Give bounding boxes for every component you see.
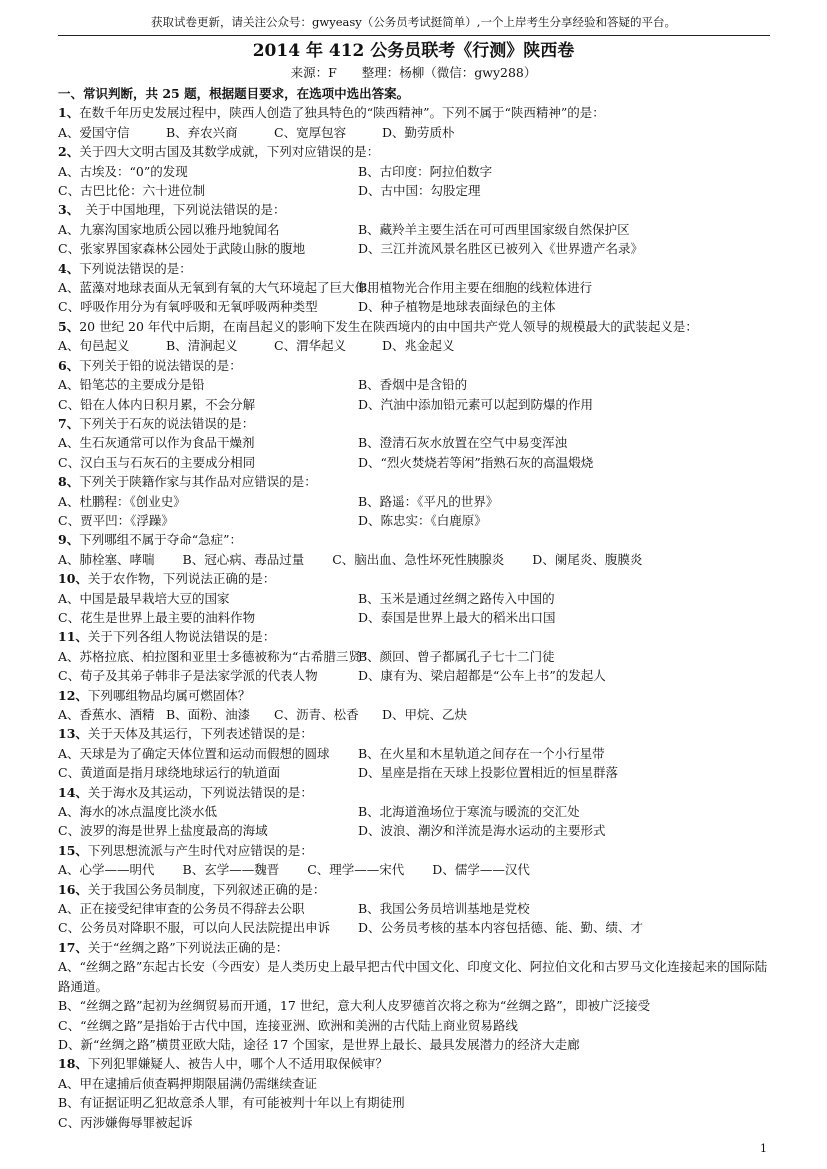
answer-option: B、我国公务员培训基地是党校 — [358, 901, 530, 917]
option-row — [58, 589, 770, 608]
question-stem — [58, 724, 770, 743]
answer-option: A、中国是最早栽培大豆的国家 — [58, 590, 230, 606]
answer-option: D、星座是指在天球上投影位置相近的恒星群落 — [358, 765, 619, 781]
answer-option: B、清涧起义 — [166, 338, 238, 354]
answer-option: C、古巴比伦：六十进位制 — [58, 183, 206, 199]
answer-option: A、肺栓塞、哮喘 — [58, 551, 155, 567]
answer-option: B、冠心病、毒品过量 — [182, 551, 305, 567]
question-stem — [58, 627, 770, 646]
question-number: 2、 — [58, 144, 80, 160]
answer-option: A、甲在逮捕后侦查羁押期限届满仍需继续查证 — [58, 1075, 318, 1091]
option-row — [58, 433, 770, 452]
answer-option: D、汽油中添加铅元素可以起到防爆的作用 — [358, 396, 594, 412]
answer-option: B、弃农兴商 — [166, 124, 238, 140]
answer-option: D、新“丝绸之路”横贯亚欧大陆，途径 17 个国家，是世界上最长、最具发展潜力的经济大走廊 — [58, 1036, 580, 1052]
option-row — [58, 647, 770, 666]
answer-option: A、“丝绸之路”东起古长安（今西安）是人类历史上最早把古代中国文化、印度文化、阿拉伯文化和古罗马文化连接起来的国际陆路通道。 — [58, 959, 768, 994]
answer-option: D、种子植物是地球表面绿色的主体 — [358, 299, 556, 315]
answer-option: A、苏格拉底、柏拉图和亚里士多德被称为“古希腊三贤” — [58, 648, 368, 664]
option-row — [58, 705, 770, 724]
question-text: 下列哪组物品均属可燃固体？ — [87, 687, 251, 703]
question-stem — [58, 142, 770, 161]
option-row — [58, 899, 770, 918]
option-row — [58, 181, 770, 200]
question-text: 下列关于陕籍作家与其作品对应错误的是： — [79, 474, 317, 490]
answer-option: A、生石灰通常可以作为食品干燥剂 — [58, 435, 255, 451]
answer-option: C、呼吸作用分为有氧呼吸和无氧呼吸两种类型 — [58, 299, 318, 315]
answer-option: B、北海道渔场位于寒流与暖流的交汇处 — [358, 804, 580, 820]
question-number: 11、 — [58, 629, 88, 645]
answer-option: A、蓝藻对地球表面从无氧到有氧的大气环境起了巨大作用 — [58, 280, 380, 296]
option-row — [58, 1035, 770, 1054]
question-stem — [58, 686, 770, 705]
option-row — [58, 550, 770, 569]
question-number: 7、 — [58, 415, 80, 431]
answer-option: C、贾平凹：《浮躁》 — [58, 512, 174, 528]
question-stem — [58, 938, 770, 957]
answer-option: A、古埃及：“0”的发现 — [58, 163, 188, 179]
question-number: 9、 — [58, 532, 80, 548]
question-text: 关于中国地理，下列说法错误的是： — [72, 202, 286, 218]
option-row — [58, 860, 770, 879]
question-number: 18、 — [58, 1056, 88, 1072]
question-stem — [58, 783, 770, 802]
question-number: 6、 — [58, 357, 80, 373]
answer-option: B、澄清石灰水放置在空气中易变浑浊 — [358, 435, 568, 451]
option-row — [58, 821, 770, 840]
answer-option: D、“烈火焚烧若等闲”指熟石灰的高温煅烧 — [358, 454, 594, 470]
answer-option: B、颜回、曾子都属孔子七十二门徒 — [358, 648, 555, 664]
question-number: 4、 — [58, 260, 80, 276]
option-row — [58, 220, 770, 239]
question-stem — [58, 569, 770, 588]
answer-option: D、古中国：勾股定理 — [358, 183, 481, 199]
question-text: 20 世纪 20 年代中后期，在南昌起义的影响下发生在陕西境内的由中国共产党人领导的规模最大的武装起义是： — [79, 318, 698, 334]
option-row — [58, 297, 770, 316]
answer-option: C、波罗的海是世界上盐度最高的海域 — [58, 823, 268, 839]
question-text: 下列说法错误的是： — [79, 260, 192, 276]
answer-option: C、荀子及其弟子韩非子是法家学派的代表人物 — [58, 668, 318, 684]
page-title: 2014 年 412 公务员联考《行测》陕西卷 — [252, 41, 575, 61]
answer-option: D、兆金起义 — [382, 338, 455, 354]
answer-option: A、心学——明代 — [58, 862, 155, 878]
answer-option: B、玄学——魏晋 — [182, 862, 280, 878]
question-text: 关于海水及其运动，下列说法错误的是： — [87, 784, 313, 800]
option-row — [58, 918, 770, 937]
answer-option: B、路遥：《平凡的世界》 — [358, 493, 499, 509]
option-row — [58, 802, 770, 821]
answer-option: D、勤劳质朴 — [382, 124, 455, 140]
question-number: 17、 — [58, 939, 88, 955]
question-stem — [58, 1054, 770, 1073]
option-row — [58, 1016, 770, 1035]
answer-option: A、铅笔芯的主要成分是铅 — [58, 377, 205, 393]
answer-option: A、杜鹏程：《创业史》 — [58, 493, 186, 509]
answer-option: C、“丝绸之路”是指始于古代中国，连接亚洲、欧洲和美洲的古代陆上商业贸易路线 — [58, 1017, 518, 1033]
source-line: 来源：F 整理：杨柳（微信：gwy288） — [290, 65, 537, 80]
answer-option: A、海水的冰点温度比淡水低 — [58, 804, 218, 820]
answer-option: C、黄道面是指月球绕地球运行的轨道面 — [58, 765, 281, 781]
answer-option: D、波浪、潮汐和洋流是海水运动的主要形式 — [358, 823, 606, 839]
question-stem — [58, 841, 770, 860]
option-row — [58, 996, 770, 1015]
question-number: 12、 — [58, 687, 88, 703]
option-row — [58, 162, 770, 181]
question-text: 下列思想流派与产生时代对应错误的是： — [87, 842, 313, 858]
answer-option: C、理学——宋代 — [307, 862, 405, 878]
question-stem — [58, 472, 770, 491]
option-row — [58, 395, 770, 414]
question-number: 16、 — [58, 881, 88, 897]
answer-option: D、公务员考核的基本内容包括德、能、勤、绩、才 — [358, 920, 644, 936]
answer-option: C、公务员对降职不服，可以向人民法院提出申诉 — [58, 920, 331, 936]
answer-option: A、香蕉水、酒精 — [58, 707, 155, 722]
answer-option: B、面粉、油漆 — [166, 707, 251, 722]
option-row — [58, 492, 770, 511]
answer-option: C、汉白玉与石灰石的主要成分相同 — [58, 454, 256, 470]
question-text: 下列犯罪嫌疑人、被告人中，哪个人不适用取保候审？ — [87, 1056, 388, 1072]
answer-option: B、香烟中是含铅的 — [358, 377, 468, 393]
answer-option: C、脑出血、急性坏死性胰腺炎 — [332, 551, 505, 567]
question-number: 13、 — [58, 726, 88, 742]
answer-option: B、玉米是通过丝绸之路传入中国的 — [358, 590, 555, 606]
option-row — [58, 763, 770, 782]
question-text: 关于我国公务员制度，下列叙述正确的是： — [87, 881, 326, 897]
header-notice: 获取试卷更新，请关注公众号：gwyeasy（公务员考试挺简单）,一个上岸考生分享经验和答疑的平台。 — [151, 15, 676, 29]
answer-option: D、康有为、梁启超都是“公车上书”的发起人 — [358, 668, 606, 684]
question-text: 关于“丝绸之路”下列说法正确的是： — [87, 939, 289, 955]
answer-option: C、张家界国家森林公园处于武陵山脉的腹地 — [58, 241, 306, 257]
answer-option: B、古印度：阿拉伯数字 — [358, 163, 493, 179]
question-text: 关于四大文明古国及其数学成就，下列对应错误的是： — [79, 144, 380, 160]
answer-option: D、陈忠实：《白鹿原》 — [358, 512, 487, 528]
question-stem — [58, 356, 770, 375]
question-stem — [58, 880, 770, 899]
option-row — [58, 1074, 770, 1093]
answer-option: A、旬邑起义 — [58, 338, 130, 354]
question-text: 下列关于石灰的说法错误的是： — [79, 415, 255, 431]
answer-option: C、宽厚包容 — [274, 124, 347, 140]
answer-option: A、正在接受纪律审查的公务员不得辞去公职 — [58, 901, 305, 917]
option-row — [58, 375, 770, 394]
option-row — [58, 608, 770, 627]
question-stem — [58, 414, 770, 433]
question-number: 15、 — [58, 842, 88, 858]
answer-option: A、九寨沟国家地质公园以雅丹地貌闻名 — [58, 221, 280, 237]
question-number: 8、 — [58, 474, 80, 490]
option-row — [58, 336, 770, 355]
question-stem — [58, 317, 770, 336]
question-number: 1、 — [58, 105, 80, 121]
question-text: 下列哪组不属于夺命“急症”： — [79, 532, 242, 548]
question-stem — [58, 259, 770, 278]
header-divider — [58, 35, 770, 36]
question-number: 5、 — [58, 318, 80, 334]
question-stem — [58, 530, 770, 549]
answer-option: D、阑尾炎、腹膜炎 — [532, 551, 643, 567]
option-row — [58, 957, 770, 996]
answer-option: C、渭华起义 — [274, 338, 347, 354]
question-number: 10、 — [58, 571, 88, 587]
answer-option: D、三江并流风景名胜区已被列入《世界遗产名录》 — [358, 241, 644, 257]
answer-option: D、儒学——汉代 — [432, 862, 530, 878]
page-number: 1 — [760, 1142, 767, 1155]
answer-option: D、甲烷、乙炔 — [382, 707, 468, 722]
answer-option: C、丙涉嫌侮辱罪被起诉 — [58, 1114, 193, 1130]
question-text: 关于农作物，下列说法正确的是： — [87, 571, 276, 587]
question-number: 3、 — [58, 202, 73, 218]
answer-option: C、花生是世界上最主要的油料作物 — [58, 609, 256, 625]
answer-option: A、爱国守信 — [58, 124, 130, 140]
question-number: 14、 — [58, 784, 88, 800]
answer-option: C、沥青、松香 — [274, 707, 359, 722]
option-row — [58, 278, 770, 297]
option-row — [58, 239, 770, 258]
answer-option: B、植物光合作用主要在细胞的线粒体进行 — [358, 280, 593, 296]
option-row — [58, 666, 770, 685]
question-stem — [58, 200, 770, 219]
question-text: 关于下列各组人物说法错误的是： — [87, 629, 276, 645]
question-list — [58, 84, 770, 1132]
option-row — [58, 511, 770, 530]
answer-option: D、泰国是世界上最大的稻米出口国 — [358, 609, 556, 625]
option-row — [58, 1093, 770, 1112]
answer-option: B、在火星和木星轨道之间存在一个小行星带 — [358, 745, 605, 761]
answer-option: B、藏羚羊主要生活在可可西里国家级自然保护区 — [358, 221, 630, 237]
option-row — [58, 1113, 770, 1132]
question-text: 下列关于铅的说法错误的是： — [79, 357, 242, 373]
option-row — [58, 744, 770, 763]
question-text: 在数千年历史发展过程中，陕西人创造了独具特色的“陕西精神”。下列不属于“陕西精神”的是： — [79, 105, 605, 121]
option-row — [58, 123, 770, 142]
answer-option: B、有证据证明乙犯故意杀人罪，有可能被判十年以上有期徒刑 — [58, 1095, 405, 1111]
question-text: 关于天体及其运行，下列表述错误的是： — [87, 726, 313, 742]
answer-option: A、天球是为了确定天体位置和运动而假想的圆球 — [58, 745, 330, 761]
option-row — [58, 453, 770, 472]
answer-option: C、铅在人体内日积月累，不会分解 — [58, 396, 256, 412]
question-stem — [58, 103, 770, 122]
answer-option: B、“丝绸之路”起初为丝绸贸易而开通，17 世纪，意大利人皮罗德首次将之称为“丝绸之路”，即被广泛接受 — [58, 998, 651, 1014]
section-title: 一、常识判断，共 25 题，根据题目要求，在选项中选出答案。 — [58, 86, 410, 101]
